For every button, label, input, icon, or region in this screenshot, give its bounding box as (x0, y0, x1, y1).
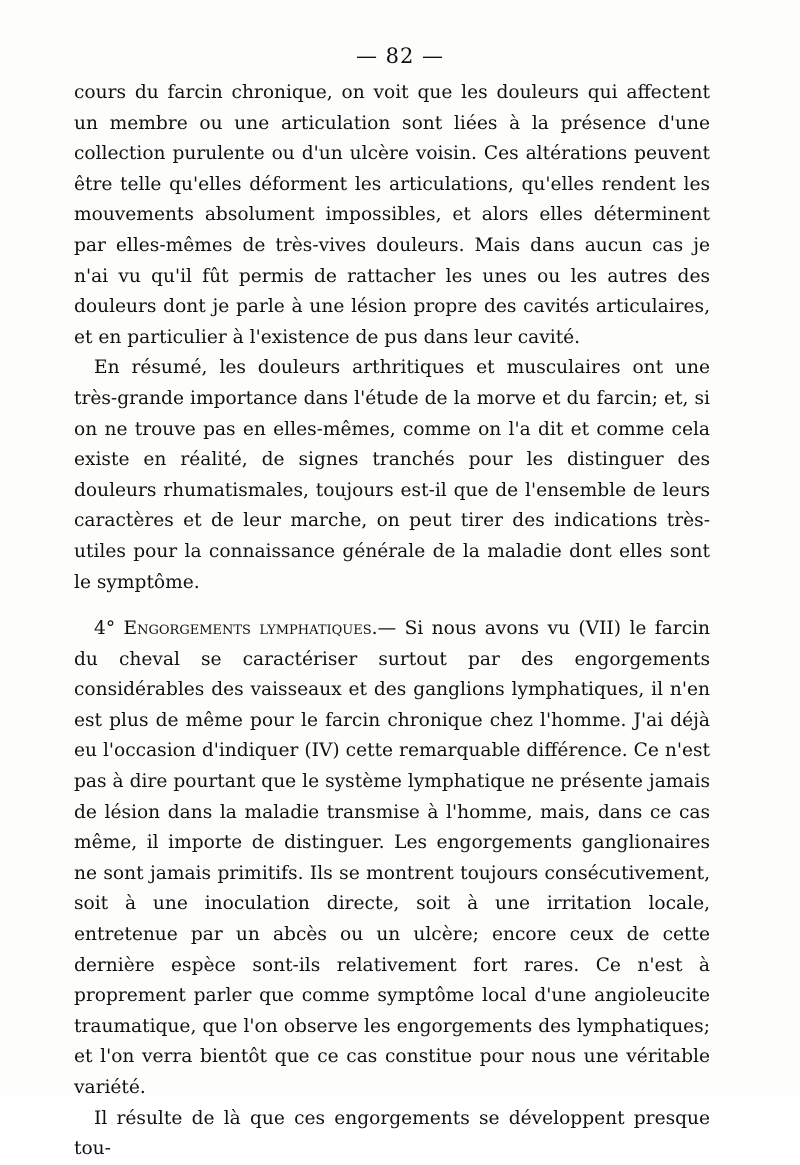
paragraph-summary: En résumé, les douleurs arthritiques et musculaires ont une très-grande importance dans l'étude de la morve et du farcin; et, si on ne trouve pas en elles-mêmes, comme on l'a dit et comme cela existe en réalité, de signes tranchés pour les distinguer des douleurs rhumatismales, toujours est-il que de l'ensemble de leurs caractères et de leur marche, on peut tirer des indications très-utiles pour la connaissance générale de la maladie dont elles sont le symptôme. (74, 357, 710, 593)
section-text: — Si nous avons vu (VII) le farcin du cheval se caractériser surtout par des engorgements considérables des vaisseaux et des ganglions lymphatiques, il n'en est plus de même pour le farcin chronique chez l'homme. J'ai déjà eu l'occasion d'indiquer (IV) cette remarquable différence. Ce n'est pas à dire pourtant que le système lymphatique ne présente jamais de lésion dans la maladie transmise à l'homme, mais, dans ce cas même, il importe de distinguer. Les engorgements ganglionaires ne sont jamais primitifs. Ils se montrent toujours consécutivement, soit à une inoculation directe, soit à une irritation locale, entretenue par un abcès ou un ulcère; encore ceux de cette dernière espèce sont-ils relativement fort rares. Ce n'est à proprement parler que comme symptôme local d'une angioleucite traumatique, que l'on observe les engorgements des lymphatiques; et l'on verra bientôt que ce cas constitue pour nous une véritable variété. (74, 618, 710, 1098)
section-spacer (74, 598, 710, 614)
paragraph-final: Il résulte de là que ces engorgements se développent presque tou- (74, 1107, 710, 1160)
paragraph-continued: cours du farcin chronique, on voit que les douleurs qui affectent un membre ou une articulation sont liées à la présence d'une collection purulente ou d'un ulcère voisin. Ces altérations peuvent être telle qu'elles déforment les articulations, qu'elles rendent les mouvements absolument impossibles, et alors elles déterminent par elles-mêmes de très-vives douleurs. Mais dans aucun cas je n'ai vu qu'il fût permis de rattacher les unes ou les autres des douleurs dont je parle à une lésion propre des cavités articulaires, et en particulier à l'existence de pus dans leur cavité. (74, 82, 710, 348)
page-body (74, 78, 710, 1165)
page-number: — 82 — (355, 44, 445, 68)
paragraph-lymphatic-section (74, 614, 710, 1104)
section-heading: 4° Engorgements lymphatiques. (94, 618, 378, 640)
